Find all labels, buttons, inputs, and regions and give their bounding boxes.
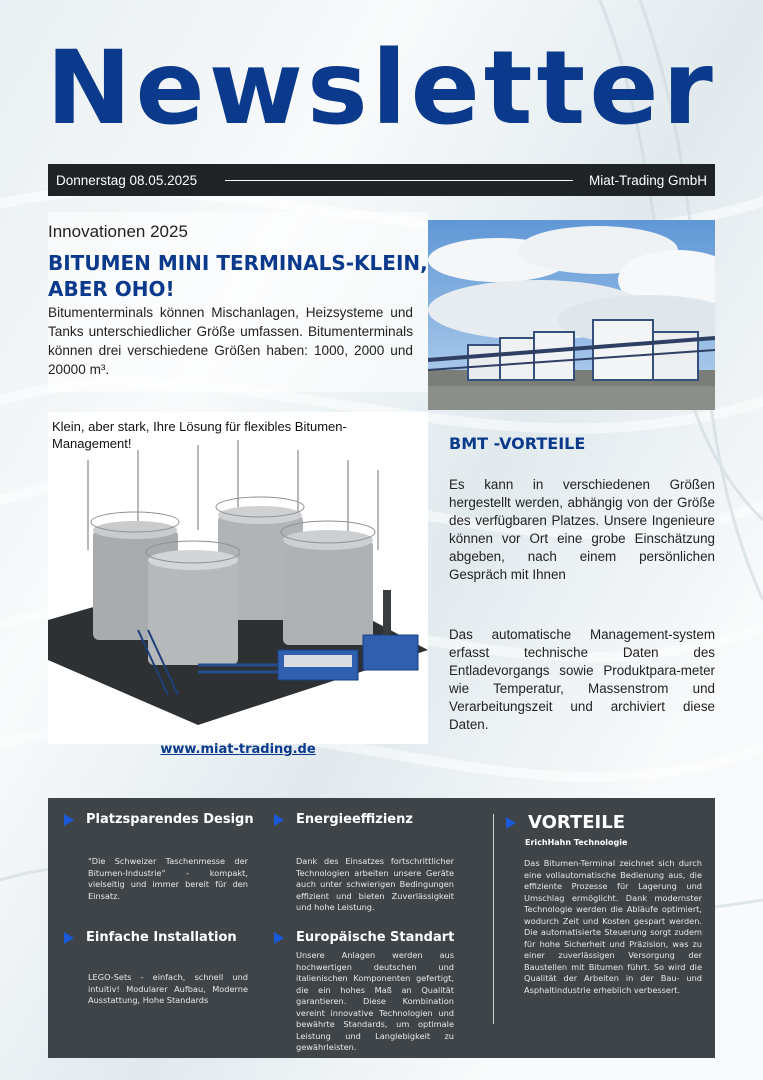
panel-divider <box>493 814 494 1024</box>
intro-paragraph: Bitumenterminals können Mischanlagen, Heizsysteme und Tanks unterschiedlicher Größe umfassen. Bitumenterminals können drei verschiedene Größen haben: 1000, 2000 und 20000 m³. <box>48 305 413 377</box>
feature-title-energy-efficiency: Energieeffizienz <box>274 812 413 827</box>
feature-title-european-standard: Europäische Standart <box>274 930 454 945</box>
arrow-right-icon <box>274 932 284 944</box>
issue-date: Donnerstag 08.05.2025 <box>56 172 198 188</box>
vorteile-title: VORTEILE <box>506 812 625 833</box>
feature-title-space-saving: Platzsparendes Design <box>64 812 254 827</box>
bmt-paragraph-1: Es kann in verschiedenen Größen hergestellt werden, abhängig von der Größe des verfügbaren Platzes. Unsere Ingenieure können vor Ort eine grobe Einschätzung abgeben, nach einem persönlichen Gespräch mit Ihnen <box>449 477 715 582</box>
masthead-title: Newsletter <box>46 29 717 148</box>
bmt-paragraph-2: Das automatische Management-system erfasst technische Daten des Entladevorgangs sowie Produktpara-meter wie Temperatur, Massenstrom und Verarbeitungszeit und archiviert diese Daten. <box>449 627 715 732</box>
feature-text-space-saving: "Die Schweizer Taschenmesse der Bitumen-Industrie" - kompakt, vielseitig und immer bereit für den Einsatz. <box>88 856 248 901</box>
website-link[interactable]: www.miat-trading.de <box>160 742 316 757</box>
bmt-advantages-title: BMT -VORTEILE <box>449 434 586 453</box>
section-kicker: Innovationen 2025 <box>48 222 188 241</box>
feature-text-easy-installation: LEGO-Sets - einfach, schnell und intuitiv! Modularer Aufbau, Moderne Ausstattung, Hohe Standards <box>88 972 248 1005</box>
main-headline: BITUMEN MINI TERMINALS-KLEIN, ABER OHO! <box>48 251 428 301</box>
vorteile-subtitle: ErichHahn Technologie <box>525 838 628 847</box>
render-caption: Klein, aber stark, Ihre Lösung für flexibles Bitumen-Management! <box>52 419 347 451</box>
arrow-right-icon <box>64 932 74 944</box>
feature-text-european-standard: Unsere Anlagen werden aus hochwertigen deutschen und italienischen Komponenten gefertigt, die ein hohes Maß an Qualität garantieren. Diese Kombination vereint innovative Technologien und bewährte Standards, um optimale Leistung und Langlebigkeit zu gewährleisten. <box>296 950 454 1052</box>
features-panel <box>48 798 715 1058</box>
terminal-render <box>48 440 428 740</box>
company-name: Miat-Trading GmbH <box>588 172 707 188</box>
arrow-right-icon <box>64 814 74 826</box>
date-bar-rule <box>225 180 573 181</box>
terminal-photo <box>428 220 715 410</box>
arrow-right-icon <box>274 814 284 826</box>
feature-title-easy-installation: Einfache Installation <box>64 930 237 945</box>
vorteile-text: Das Bitumen-Terminal zeichnet sich durch eine vollautomatische Bedienung aus, die effiziente Prozesse für Lagerung und Umschlag ermöglicht. Dank modernster Technologie werden die Abläufe optimiert, wodurch Zeit und Kosten gespart werden. Die automatisierte Steuerung sorgt zudem für hohe Sicherheit und Präzision, was zu einer zuverlässigen Versorgung der Baustellen mit Bitumen führt. So wird die Qualität der Arbeiten in der Bau- und Asphaltindustrie erheblich verbessert. <box>524 858 702 995</box>
arrow-right-icon <box>506 817 516 829</box>
feature-text-energy-efficiency: Dank des Einsatzes fortschrittlicher Technologien arbeiten unsere Geräte auch unter schwierigen Bedingungen effizient und bieten Zuverlässigkeit und hohe Leistung. <box>296 856 454 912</box>
date-bar <box>48 164 715 196</box>
